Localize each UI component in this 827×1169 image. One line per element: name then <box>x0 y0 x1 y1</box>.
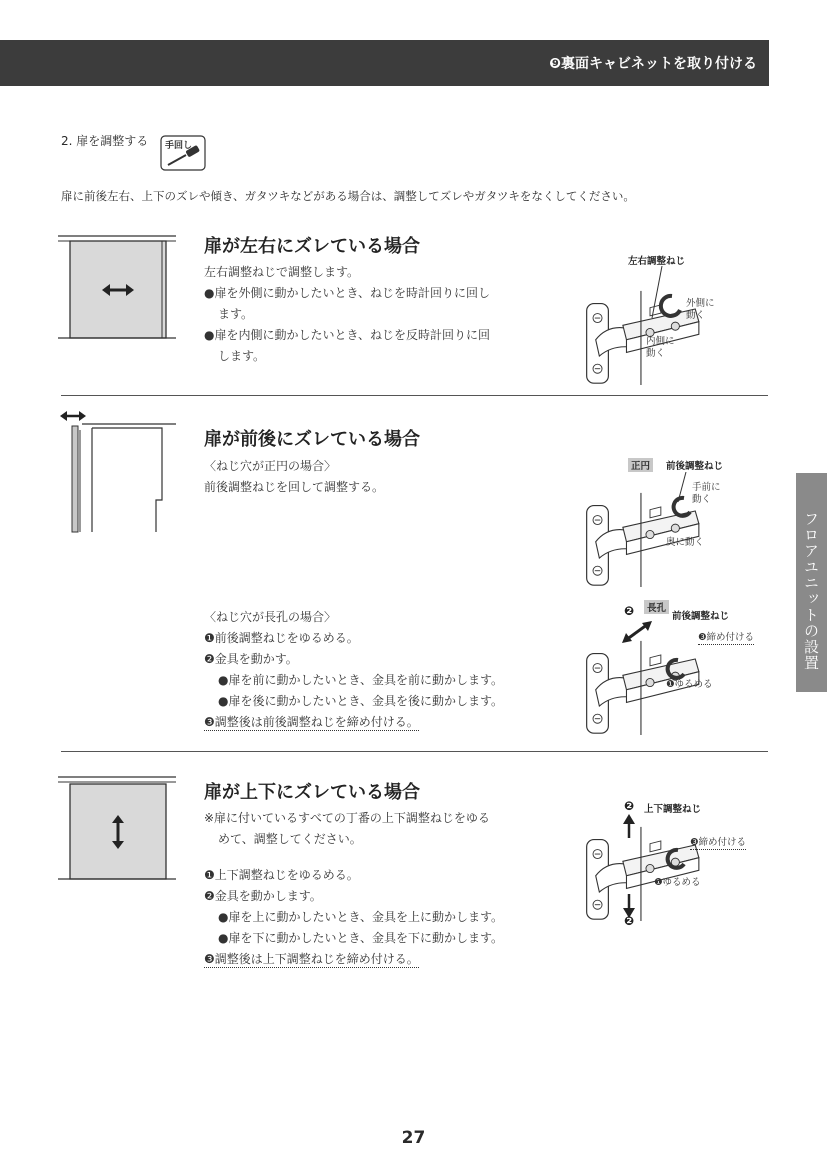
section3-note: ※扉に付いているすべての丁番の上下調整ねじをゆる めて、調整してください。 <box>204 811 490 846</box>
hinge-left-right-diagram: 左右調整ねじ 外側に 動く 内側に 動く <box>580 250 780 385</box>
step-label: 2. 扉を調整する <box>61 134 149 148</box>
hinge-long-hole-diagram: ❷ 長孔 前後調整ねじ ❸締め付ける ❶ゆるめる <box>580 598 780 738</box>
hinge-round-hole-diagram: 正円 前後調整ねじ 手前に 動く 奥に動く <box>580 452 780 587</box>
divider-2 <box>61 751 768 752</box>
page-number: 27 <box>401 1128 426 1148</box>
section1-text: 左右調整ねじで調整します。 ●扉を外側に動かしたいとき、ねじを時計回りに回し ます。 ●扉を内側に動かしたいとき、ねじを反時計回りに回 します。 <box>204 265 490 363</box>
header-title: ❾裏面キャビネットを取り付ける <box>549 56 757 72</box>
section3-title: 扉が上下にズレている場合 <box>204 782 420 803</box>
tool-label: 手回し <box>165 141 193 151</box>
side-tab-label: フロアユニットの設置 <box>802 511 820 671</box>
header-bar <box>0 40 769 86</box>
hinge-up-down-diagram: ❷ 上下調整ねじ ❸締め付ける ❶ゆるめる ❷ <box>580 796 780 931</box>
case1-heading: 〈ねじ穴が正円の場合〉 <box>204 459 337 473</box>
section2-title: 扉が前後にズレている場合 <box>204 429 420 450</box>
case1-text: 前後調整ねじを回して調整する。 <box>204 480 385 494</box>
door-left-right-illustration <box>58 232 178 346</box>
section3-steps: ❶上下調整ねじをゆるめる。 ❷金具を動かします。 ●扉を上に動かしたいとき、金具を上に動かします。 ●扉を下に動かしたいとき、金具を下に動かします。 ❸調整後は上下調整ねじを締め付ける。 <box>204 868 504 966</box>
side-tab <box>796 473 827 692</box>
section1-title: 扉が左右にズレている場合 <box>204 236 420 257</box>
intro-text: 扉に前後左右、上下のズレや傾き、ガタツキなどがある場合は、調整してズレやガタツキをなくしてください。 <box>61 189 635 203</box>
divider-1 <box>61 395 768 396</box>
front-back-arrow-icon <box>60 411 86 421</box>
screwdriver-icon <box>160 135 206 171</box>
case2-text: 〈ねじ穴が長孔の場合〉 ❶前後調整ねじをゆるめる。 ❷金具を動かす。 ●扉を前に動かしたいとき、金具を前に動かします。 ●扉を後に動かしたいとき、金具を後に動かします。 ❸調整後は前後調整ねじを締め付ける。 <box>204 610 504 729</box>
door-front-back-illustration <box>58 408 178 537</box>
door-up-down-illustration <box>58 773 178 887</box>
